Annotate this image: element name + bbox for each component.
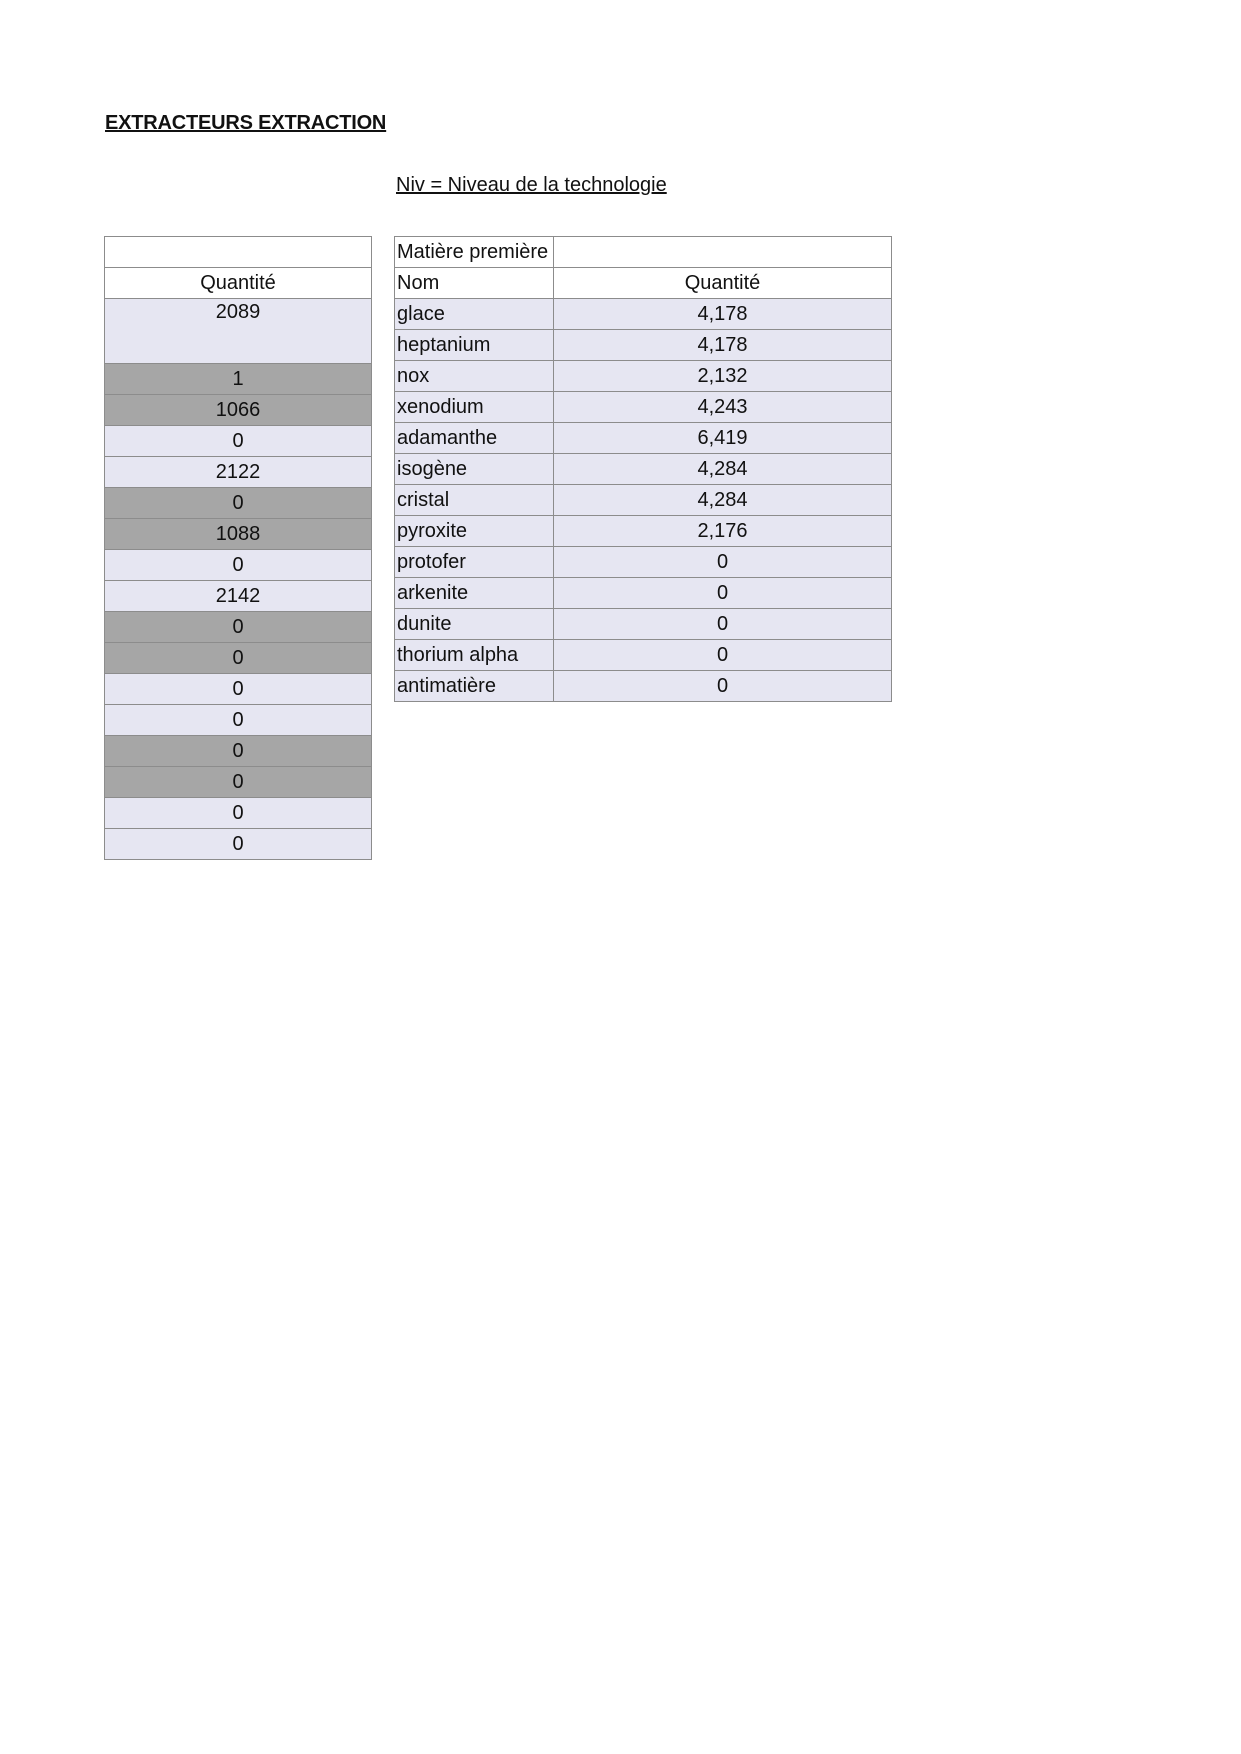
material-name-cell: arkenite (395, 578, 554, 609)
material-quantity-cell: 4,243 (554, 392, 892, 423)
table-row (395, 516, 892, 547)
table-row (395, 361, 892, 392)
column-header-quantite: Quantité (105, 268, 372, 299)
quantity-cell: 0 (105, 426, 372, 457)
table-row (105, 395, 372, 426)
material-quantity-cell: 2,176 (554, 516, 892, 547)
page-title: EXTRACTEURS EXTRACTION (105, 112, 387, 134)
quantity-cell: 0 (105, 550, 372, 581)
material-quantity-cell: 0 (554, 640, 892, 671)
material-quantity-cell: 0 (554, 609, 892, 640)
material-name-cell: isogène (395, 454, 554, 485)
table-row (395, 609, 892, 640)
quantity-cell: 0 (105, 643, 372, 674)
table-cell-blank (554, 237, 892, 268)
table-row (105, 612, 372, 643)
material-name-cell: antimatière (395, 671, 554, 702)
quantity-cell: 0 (105, 798, 372, 829)
table-header-row (105, 268, 372, 299)
quantity-cell: 2089 (105, 299, 372, 364)
material-quantity-cell: 4,284 (554, 485, 892, 516)
table-row (395, 485, 892, 516)
material-quantity-cell: 4,284 (554, 454, 892, 485)
table-row (105, 581, 372, 612)
quantity-cell: 0 (105, 829, 372, 860)
material-name-cell: pyroxite (395, 516, 554, 547)
material-name-cell: xenodium (395, 392, 554, 423)
table-row (395, 423, 892, 454)
material-quantity-cell: 4,178 (554, 330, 892, 361)
table-row (105, 550, 372, 581)
table-row (105, 674, 372, 705)
column-header-quantite: Quantité (554, 268, 892, 299)
table-row (105, 364, 372, 395)
table-row (395, 547, 892, 578)
table-row (395, 454, 892, 485)
material-quantity-cell: 0 (554, 547, 892, 578)
quantity-cell: 0 (105, 705, 372, 736)
table-row (395, 330, 892, 361)
quantity-cell: 0 (105, 488, 372, 519)
material-name-cell: heptanium (395, 330, 554, 361)
table-row (395, 640, 892, 671)
material-quantity-cell: 2,132 (554, 361, 892, 392)
table-row (105, 519, 372, 550)
quantity-cell: 0 (105, 674, 372, 705)
material-name-cell: protofer (395, 547, 554, 578)
table-row (105, 426, 372, 457)
table-row-blank (105, 237, 372, 268)
table-row (105, 767, 372, 798)
section-title-row (395, 237, 892, 268)
material-quantity-cell: 6,419 (554, 423, 892, 454)
material-quantity-cell: 4,178 (554, 299, 892, 330)
material-name-cell: cristal (395, 485, 554, 516)
table-row (105, 829, 372, 860)
table-cell-blank (105, 237, 372, 268)
extractors-quantity-table (104, 236, 372, 860)
section-title-cell (395, 237, 554, 268)
quantity-cell: 0 (105, 612, 372, 643)
table-row (105, 643, 372, 674)
material-name-cell: glace (395, 299, 554, 330)
table-row (105, 457, 372, 488)
table-row (105, 299, 372, 364)
table-row (105, 705, 372, 736)
table-row (105, 798, 372, 829)
material-quantity-cell: 0 (554, 578, 892, 609)
table-row (395, 578, 892, 609)
quantity-cell: 0 (105, 736, 372, 767)
material-quantity-cell: 0 (554, 671, 892, 702)
table-row (105, 488, 372, 519)
quantity-cell: 2142 (105, 581, 372, 612)
table-row (395, 671, 892, 702)
quantity-cell: 1088 (105, 519, 372, 550)
column-header-nom: Nom (395, 268, 554, 299)
table-row (105, 736, 372, 767)
table-row (395, 299, 892, 330)
table-row (395, 392, 892, 423)
table-header-row (395, 268, 892, 299)
material-name-cell: nox (395, 361, 554, 392)
material-name-cell: adamanthe (395, 423, 554, 454)
legend-note: Niv = Niveau de la technologie (396, 174, 667, 196)
material-name-cell: dunite (395, 609, 554, 640)
raw-materials-table (394, 236, 892, 702)
section-title: Matière première (397, 241, 549, 263)
quantity-cell: 0 (105, 767, 372, 798)
quantity-cell: 1 (105, 364, 372, 395)
quantity-cell: 2122 (105, 457, 372, 488)
quantity-cell: 1066 (105, 395, 372, 426)
material-name-cell: thorium alpha (395, 640, 554, 671)
